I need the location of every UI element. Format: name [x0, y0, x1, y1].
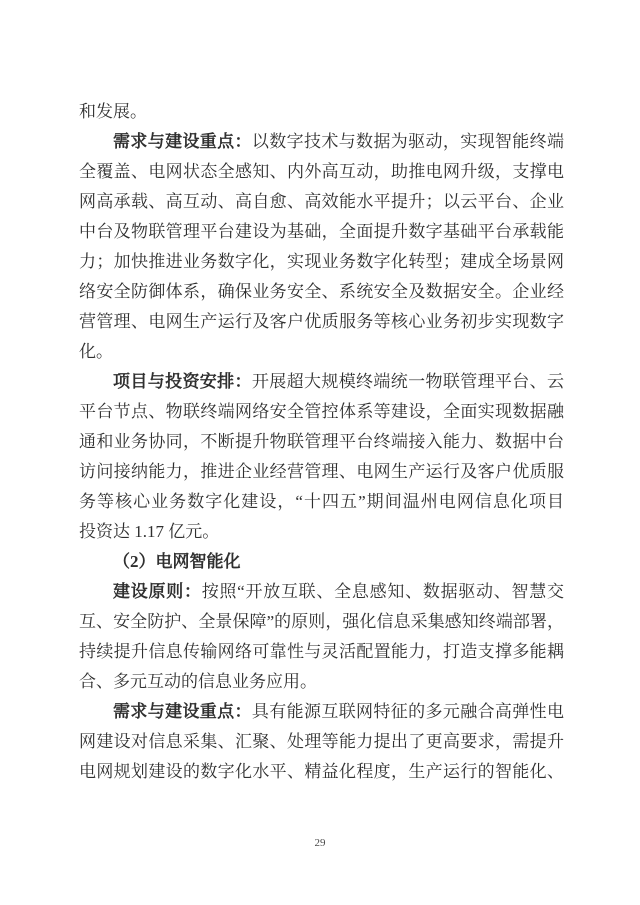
text-line: [79, 277, 564, 307]
text-segment: 互、安全防护、全景保障”的原则，强化信息采集感知终端部署，: [79, 612, 564, 631]
text-line: [79, 517, 564, 547]
text-segment: 访问接纳能力，推进企业经营管理、电网生产运行及客户优质服: [79, 462, 564, 481]
text-line: [79, 757, 564, 787]
text-segment: 具有能源互联网特征的多元融合高弹性电: [251, 702, 564, 721]
text-line: [79, 157, 564, 187]
text-line: [79, 337, 564, 367]
text-segment: 投资达 1.17 亿元。: [79, 522, 220, 541]
text-segment: 网高承载、高互动、高自愈、高效能水平提升；以云平台、企业: [79, 192, 564, 211]
text-line: [79, 247, 564, 277]
text-segment: 合、多元互动的信息业务应用。: [79, 672, 317, 691]
text-line: [79, 427, 564, 457]
text-line: [79, 487, 564, 517]
text-segment: 按照“开放互联、全息感知、数据驱动、智慧交: [201, 582, 564, 601]
text-line: [79, 577, 564, 607]
text-line: [79, 97, 564, 127]
bold-lead: 需求与建设重点：: [113, 132, 252, 151]
text-segment: 开展超大规模终端统一物联管理平台、云: [251, 372, 564, 391]
text-segment: 和发展。: [79, 102, 147, 121]
text-segment: 网建设对信息采集、汇聚、处理等能力提出了更高要求，需提升: [79, 732, 564, 751]
text-line: [79, 547, 564, 577]
text-line: [79, 397, 564, 427]
text-line: [79, 457, 564, 487]
text-segment: 络安全防御体系，确保业务安全、系统安全及数据安全。企业经: [79, 282, 564, 301]
text-segment: 以数字技术与数据为驱动，实现智能终端: [251, 132, 564, 151]
bold-lead: 项目与投资安排：: [113, 372, 252, 391]
text-segment: 持续提升信息传输网络可靠性与灵活配置能力，打造支撑多能耦: [79, 642, 564, 661]
text-segment: 平台节点、物联终端网络安全管控体系等建设，全面实现数据融: [79, 402, 564, 421]
text-segment: 营管理、电网生产运行及客户优质服务等核心业务初步实现数字: [79, 312, 564, 331]
bold-lead: 建设原则：: [113, 582, 202, 601]
page-number: 29: [314, 837, 326, 849]
text-segment: 务等核心业务数字化建设，“十四五”期间温州电网信息化项目: [79, 492, 564, 511]
text-content: [79, 97, 564, 787]
text-line: [79, 667, 564, 697]
text-line: [79, 727, 564, 757]
text-line: [79, 307, 564, 337]
text-segment: 全覆盖、电网状态全感知、内外高互动，助推电网升级，支撑电: [79, 162, 564, 181]
text-line: [79, 607, 564, 637]
text-line: [79, 367, 564, 397]
text-segment: 力；加快推进业务数字化，实现业务数字化转型；建成全场景网: [79, 252, 564, 271]
text-line: [79, 697, 564, 727]
text-line: [79, 637, 564, 667]
text-segment: 中台及物联管理平台建设为基础，全面提升数字基础平台承载能: [79, 222, 564, 241]
bold-lead: 需求与建设重点：: [113, 702, 252, 721]
text-segment: 电网规划建设的数字化水平、精益化程度，生产运行的智能化、: [79, 762, 564, 781]
text-segment: 化。: [79, 342, 113, 361]
text-line: [79, 127, 564, 157]
bold-lead: （2）电网智能化: [113, 552, 241, 571]
text-line: [79, 187, 564, 217]
text-line: [79, 217, 564, 247]
text-segment: 通和业务协同，不断提升物联管理平台终端接入能力、数据中台: [79, 432, 564, 451]
